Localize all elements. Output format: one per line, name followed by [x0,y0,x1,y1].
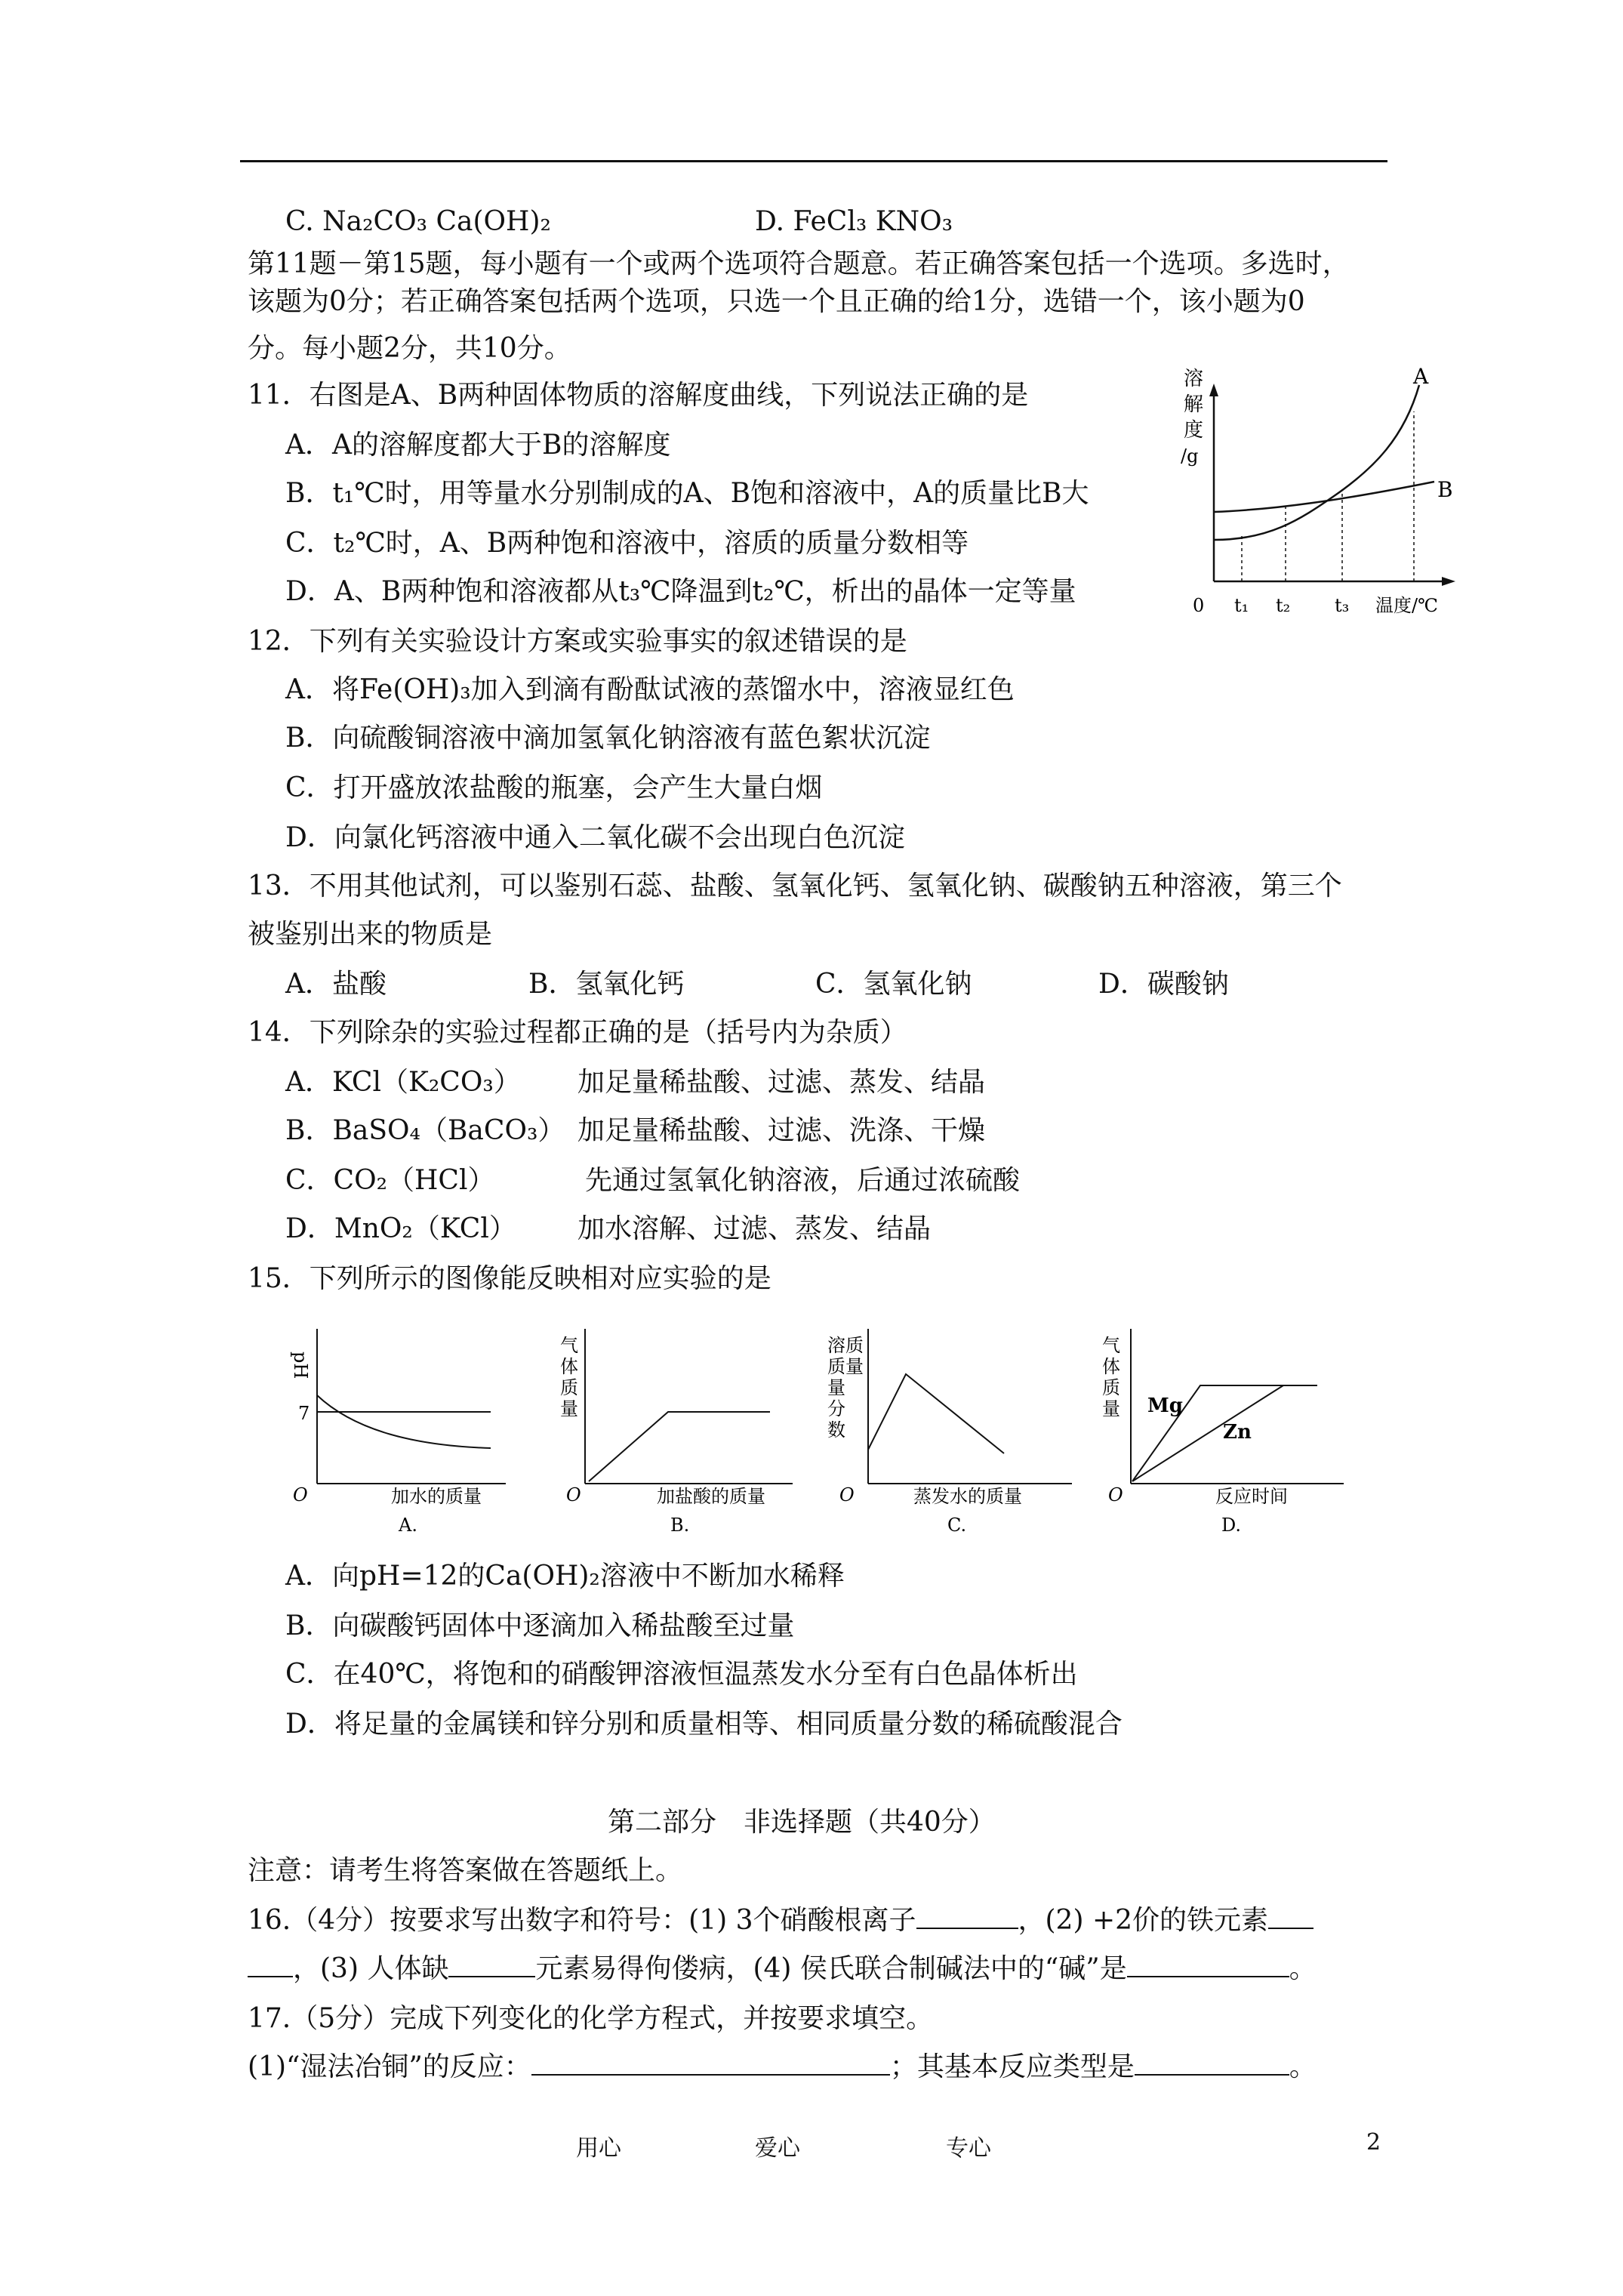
q10-option-c: C. Na₂CO₃ Ca(OH)₂ [285,206,551,237]
q14-stem: 14．下列除杂的实验过程都正确的是（括号内为杂质） [248,1017,907,1048]
graph-b-ylabel-4: 量 [560,1398,578,1419]
solubility-chart [1163,355,1472,634]
q14-row-b-method: 加足量稀盐酸、过滤、洗涤、干燥 [577,1115,986,1146]
q15-option-d: D．将足量的金属镁和锌分别和质量相等、相同质量分数的稀硫酸混合 [285,1709,1123,1740]
graph-c-ylabel-4: 分 [827,1398,845,1419]
q16-blank4[interactable] [1127,1953,1289,1977]
chart-ylabel-2: 解 [1184,393,1204,416]
tick-t2: t₂ [1276,595,1291,616]
graph-d-ylabel-3: 质 [1102,1377,1120,1398]
q17-stem: 17.（5分）完成下列变化的化学方程式，并按要求填空。 [248,2003,934,2034]
curve-b [1214,482,1434,512]
graph-d-xlabel: 反应时间 [1215,1486,1288,1507]
part2-notice: 注意：请考生将答案做在答题纸上。 [248,1855,683,1886]
graph-a-origin: O [293,1484,308,1505]
q17-equation-blank[interactable] [531,2051,890,2076]
chart-xlabel: 温度/℃ [1375,595,1438,616]
q15-option-a: A．向pH=12的Ca(OH)₂溶液中不断加水稀释 [285,1561,845,1592]
q15-option-b: B．向碳酸钙固体中逐滴加入稀盐酸至过量 [285,1610,795,1641]
graph-c-origin: O [839,1484,855,1505]
q17-p1-type-label: ；其基本反应类型是 [889,2051,1135,2082]
graph-c-ylabel-5: 数 [827,1419,845,1441]
graph-b-caption: B. [670,1515,690,1536]
graph-d-caption: D. [1221,1515,1242,1536]
footer-zhuanxin: 专心 [946,2135,991,2162]
q10-option-d: D. FeCl₃ KNO₃ [755,206,953,237]
q13-stem-line1: 13．不用其他试剂，可以鉴别石蕊、盐酸、氢氧化钙、氢氧化钠、碳酸钠五种溶液，第三个 [248,871,1342,901]
part2-title: 第二部分 非选择题（共40分） [608,1807,996,1838]
q17-part1 [248,2051,1317,2084]
q16-line2 [248,1952,1317,1986]
series-label-b: B [1437,477,1453,502]
graph-a-caption: A. [399,1515,417,1536]
graph-d-mg-label: Mg [1147,1395,1183,1417]
q16-part5: 。 [1289,1953,1317,1984]
q12-stem: 12．下列有关实验设计方案或实验事实的叙述错误的是 [248,626,907,657]
q16-blank1[interactable] [916,1905,1018,1929]
q13-option-a: A．盐酸 [285,969,387,1000]
graph-c [823,1314,1079,1540]
q16-blank2b[interactable] [248,1953,293,1977]
graph-b-ylabel-1: 气 [560,1335,578,1356]
q11-option-a: A．A的溶解度都大于B的溶解度 [285,430,671,461]
section-note-line2: 该题为0分；若正确答案包括两个选项，只选一个且正确的给1分，选错一个，该小题为0 [248,286,1305,317]
graph-c-ylabel-2: 质量 [827,1356,864,1377]
q11-stem: 11．右图是A、B两种固体物质的溶解度曲线，下列说法正确的是 [248,380,1029,411]
q13-option-d: D．碳酸钠 [1098,969,1229,1000]
graph-b-line [589,1412,770,1481]
graph-b-ylabel-3: 质 [560,1377,578,1398]
graph-b [551,1314,808,1540]
q16-part2: ，(2) +2价的铁元素 [1018,1905,1269,1936]
graph-c-line [868,1374,1004,1453]
graph-a-ylabel: pH [290,1351,311,1379]
tick-t3: t₃ [1335,595,1350,616]
graph-c-xlabel: 蒸发水的质量 [913,1486,1022,1507]
graph-a-curve [317,1395,491,1448]
header-rule [240,160,1387,162]
graph-c-caption: C. [947,1515,967,1536]
series-label-a: A [1413,364,1429,389]
graph-d-ylabel-4: 量 [1102,1398,1120,1419]
graph-b-xlabel: 加盐酸的质量 [657,1486,765,1507]
curve-a [1214,385,1419,540]
graph-d [1095,1314,1351,1540]
graph-c-ylabel-1: 溶质 [827,1335,864,1356]
q14-row-d-method: 加水溶解、过滤、蒸发、结晶 [577,1213,932,1244]
q11-option-c: C．t₂℃时，A、B两种饱和溶液中，溶质的质量分数相等 [285,528,969,559]
chart-y-arrow [1209,384,1218,396]
q12-option-d: D．向氯化钙溶液中通入二氧化碳不会出现白色沉淀 [285,822,905,853]
q13-stem-line2: 被鉴别出来的物质是 [248,919,493,950]
q17-type-blank[interactable] [1135,2051,1289,2076]
q11-option-b: B．t₁℃时，用等量水分别制成的A、B饱和溶液中，A的质量比B大 [285,478,1089,509]
q11-option-d: D．A、B两种饱和溶液都从t₃℃降温到t₂℃，析出的晶体一定等量 [285,576,1076,607]
q13-option-c: C．氢氧化钠 [815,969,972,1000]
graph-b-ylabel-2: 体 [560,1356,578,1377]
tick-0: 0 [1193,595,1205,616]
q12-option-a: A．将Fe(OH)₃加入到滴有酚酞试液的蒸馏水中，溶液显红色 [285,674,1015,705]
graph-d-origin: O [1108,1484,1123,1505]
q16-part4: 元素易得佝偻病，(4) 侯氏联合制碱法中的“碱”是 [535,1953,1127,1984]
q15-stem: 15．下列所示的图像能反映相对应实验的是 [248,1263,771,1294]
graph-a-ytick: 7 [298,1403,310,1424]
graph-a [279,1314,521,1540]
q12-option-b: B．向硫酸铜溶液中滴加氢氧化钠溶液有蓝色絮状沉淀 [285,723,931,754]
q12-option-c: C．打开盛放浓盐酸的瓶塞，会产生大量白烟 [285,772,823,803]
q14-row-a-substance: A．KCl（K₂CO₃） [285,1067,521,1098]
q16-blank2a[interactable] [1268,1905,1313,1929]
section-note-line3: 分。每小题2分，共10分。 [248,333,571,364]
q14-row-c-substance: C．CO₂（HCl） [285,1165,495,1196]
q15-option-c: C．在40℃，将饱和的硝酸钾溶液恒温蒸发水分至有白色晶体析出 [285,1659,1078,1690]
q16-part1: 16.（4分）按要求写出数字和符号：(1) 3个硝酸根离子 [248,1905,916,1936]
footer-yongxin: 用心 [576,2135,621,2162]
section-note-line1: 第11题－第15题，每小题有一个或两个选项符合题意。若正确答案包括一个选项。多选时， [248,248,1350,279]
q14-row-a-method: 加足量稀盐酸、过滤、蒸发、结晶 [577,1067,986,1098]
graph-b-origin: O [566,1484,581,1505]
graph-d-ylabel-1: 气 [1102,1335,1120,1356]
chart-ylabel-1: 溶 [1184,368,1204,390]
page-number: 2 [1366,2129,1381,2156]
q17-p1-end: 。 [1289,2051,1317,2082]
q14-row-c-method: 先通过氢氧化钠溶液，后通过浓硫酸 [585,1165,1021,1196]
graph-d-ylabel-2: 体 [1102,1356,1120,1377]
graph-a-xlabel: 加水的质量 [391,1486,482,1507]
q14-row-d-substance: D．MnO₂（KCl） [285,1213,516,1244]
q16-blank3[interactable] [448,1953,535,1977]
q13-option-b: B．氢氧化钙 [528,969,685,1000]
chart-x-arrow [1442,577,1455,586]
tick-t1: t₁ [1234,595,1249,616]
q16-part3: ，(3) 人体缺 [293,1953,449,1984]
q16-line1 [248,1904,1313,1937]
graph-d-zn-label: Zn [1223,1421,1252,1444]
q17-p1-label: (1)“湿法冶铜”的反应： [248,2051,531,2082]
chart-ylabel-4: /g [1181,445,1199,467]
footer-aixin: 爱心 [755,2135,800,2162]
chart-ylabel-3: 度 [1184,419,1204,442]
q14-row-b-substance: B．BaSO₄（BaCO₃） [285,1115,565,1146]
graph-c-ylabel-3: 量 [827,1377,845,1398]
